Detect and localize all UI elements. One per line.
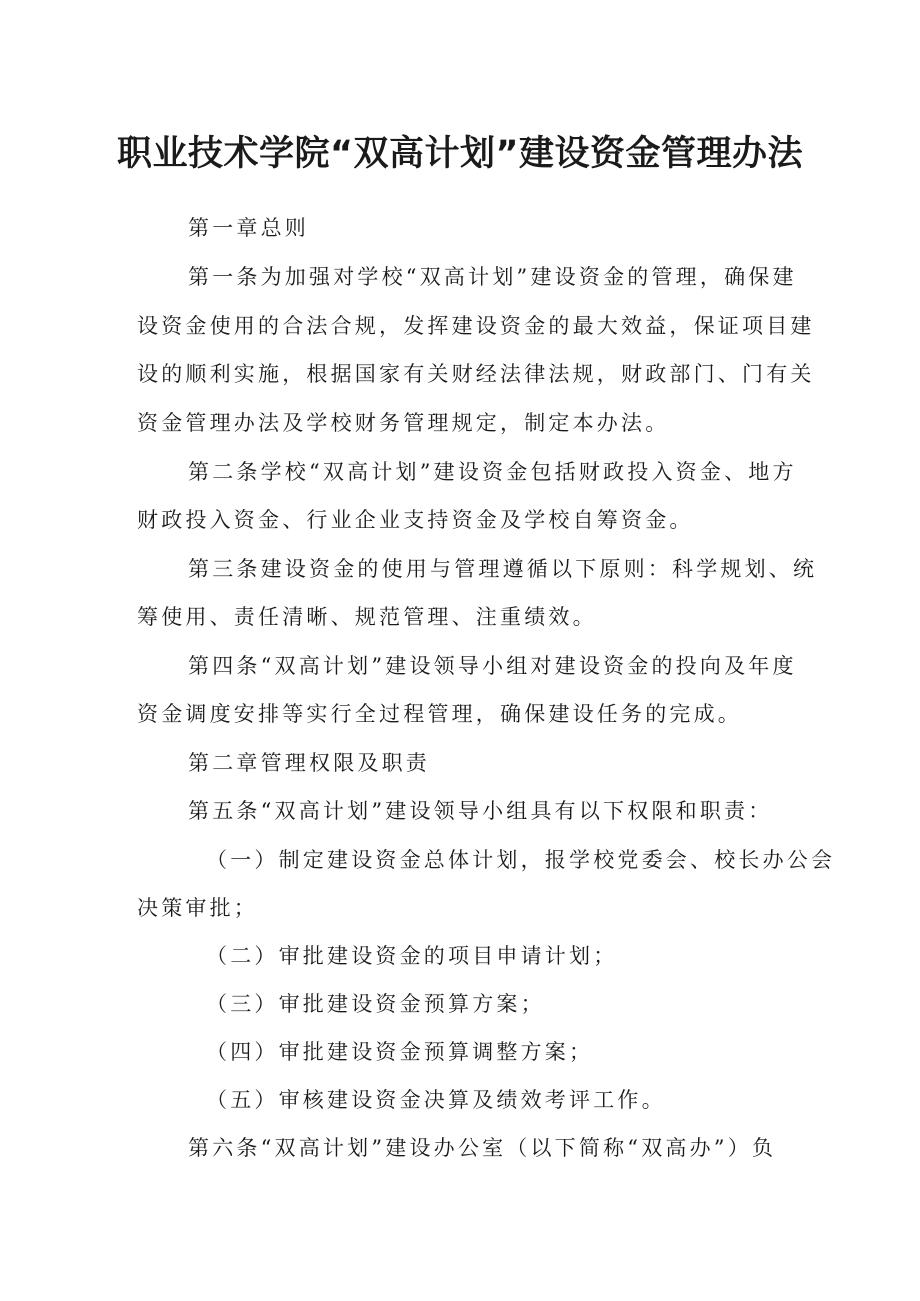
article-5-line-1: 第五条“双高计划”建设领导小组具有以下权限和职责： xyxy=(188,799,773,823)
article-6-line-1: 第六条“双高计划”建设办公室（以下简称“双高办”）负 xyxy=(188,1136,777,1160)
article-5-item-5: （五）审核建设资金决算及绩效考评工作。 xyxy=(206,1088,666,1112)
article-1-line-1: 第一条为加强对学校“双高计划”建设资金的管理，确保建 xyxy=(188,265,797,289)
article-2-line-1: 第二条学校“双高计划”建设资金包括财政投入资金、地方 xyxy=(188,460,797,484)
article-2-line-2: 财政投入资金、行业企业支持资金及学校自筹资金。 xyxy=(137,508,694,532)
article-4-line-2: 资金调度安排等实行全过程管理，确保建设任务的完成。 xyxy=(137,702,742,726)
article-1-line-4: 资金管理办法及学校财务管理规定，制定本办法。 xyxy=(137,411,670,435)
article-5-item-2: （二）审批建设资金的项目申请计划； xyxy=(206,944,618,968)
article-3-line-2: 筹使用、责任清晰、规范管理、注重绩效。 xyxy=(137,605,597,629)
article-5-item-1-line-2: 决策审批； xyxy=(137,896,258,920)
article-3-line-1: 第三条建设资金的使用与管理遵循以下原则：科学规划、统 xyxy=(188,557,818,581)
chapter-heading-1: 第一章总则 xyxy=(188,216,309,240)
article-5-item-1-line-1: （一）制定建设资金总体计划，报学校党委会、校长办公会 xyxy=(206,848,836,872)
chapter-heading-2: 第二章管理权限及职责 xyxy=(188,751,430,775)
article-5-item-3: （三）审批建设资金预算方案； xyxy=(206,992,545,1016)
article-1-line-2: 设资金使用的合法合规，发挥建设资金的最大效益，保证项目建 xyxy=(137,314,815,338)
article-1-line-3: 设的顺利实施，根据国家有关财经法律法规，财政部门、门有关 xyxy=(137,362,815,386)
document-title: 职业技术学院“双高计划”建设资金管理办法 xyxy=(116,134,803,174)
article-4-line-1: 第四条“双高计划”建设领导小组对建设资金的投向及年度 xyxy=(188,654,797,678)
article-5-item-4: （四）审批建设资金预算调整方案； xyxy=(206,1040,594,1064)
